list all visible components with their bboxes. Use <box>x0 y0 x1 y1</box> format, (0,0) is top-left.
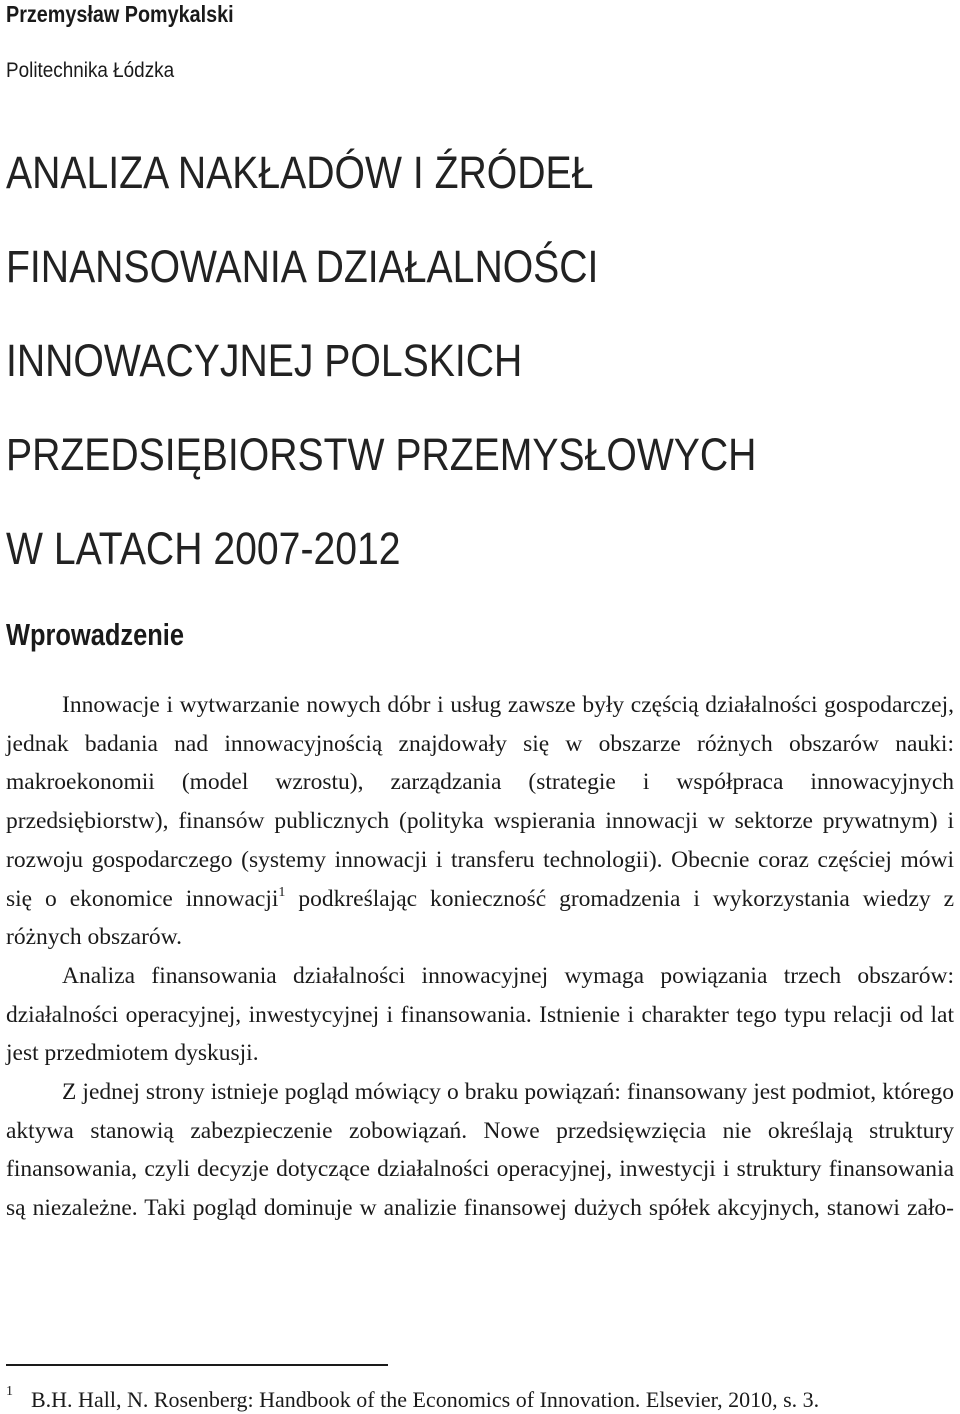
paper-title <box>6 126 756 596</box>
title-line: PRZEDSIĘBIORSTW PRZEMYSŁOWYCH <box>6 429 757 480</box>
footnote-mark: 1 <box>6 1384 13 1399</box>
paragraph-1-text-continued: podkreślając konieczność gromadzenia i wykorzystania wiedzy z różnych obszarów. <box>6 885 954 951</box>
paragraph-2: Analiza finansowania działalności innowacyjnej wymaga powiązania trzech obszarów: działalności operacyjnej, inwestycyjnej i finansowania. Istnienie i charakter tego typu relacji od lat jest przedmiotem dyskusji. <box>6 962 954 1067</box>
paragraph-1-text: Innowacje i wytwarzanie nowych dóbr i usług zawsze były częścią działalności gospodarczej, jednak badania nad innowacyjnością znajdowały się w obszarze różnych obszarów nauki: makroekonomii (model wzrostu), zarządzania (strategie i współpraca innowacyjnych przedsiębiorstw), finansów publicznych (polityka wspierania innowacji w sektorze prywatnym) i rozwoju gospodarczego (systemy innowacji i transferu technologii). Obecnie coraz częściej mówi się o ekonomice innowacji <box>6 692 954 912</box>
footnote-separator <box>6 1364 388 1366</box>
author-affiliation: Politechnika Łódzka <box>6 59 175 82</box>
title-line: W LATACH 2007-2012 <box>6 523 401 574</box>
title-line: FINANSOWANIA DZIAŁALNOŚCI <box>6 241 599 292</box>
footnote-text: B.H. Hall, N. Rosenberg: Handbook of the Economics of Innovation. Elsevier, 2010, s. 3. <box>31 1387 820 1412</box>
title-line: INNOWACYJNEJ POLSKICH <box>6 335 523 386</box>
body-text <box>6 686 954 1228</box>
paragraph-1 <box>6 686 954 957</box>
footnote-reference: 1 <box>278 884 286 900</box>
author-name: Przemysław Pomykalski <box>6 1 234 27</box>
paragraph-3: Z jednej strony istnieje pogląd mówiący o braku powiązań: finansowany jest podmiot, którego aktywa stanowią zabezpieczenie zobowiązań. Nowe przedsięwzięcia nie określają struktury finansowania, czyli decyzje dotyczące działalności operacyjnej, inwestycji i struktury finansowania są niezależne. Taki pogląd dominuje w analizie finansowej dużych spółek akcyjnych, stanowi zało- <box>6 1079 954 1222</box>
title-line: ANALIZA NAKŁADÓW I ŹRÓDEŁ <box>6 147 594 198</box>
section-heading: Wprowadzenie <box>6 617 184 652</box>
